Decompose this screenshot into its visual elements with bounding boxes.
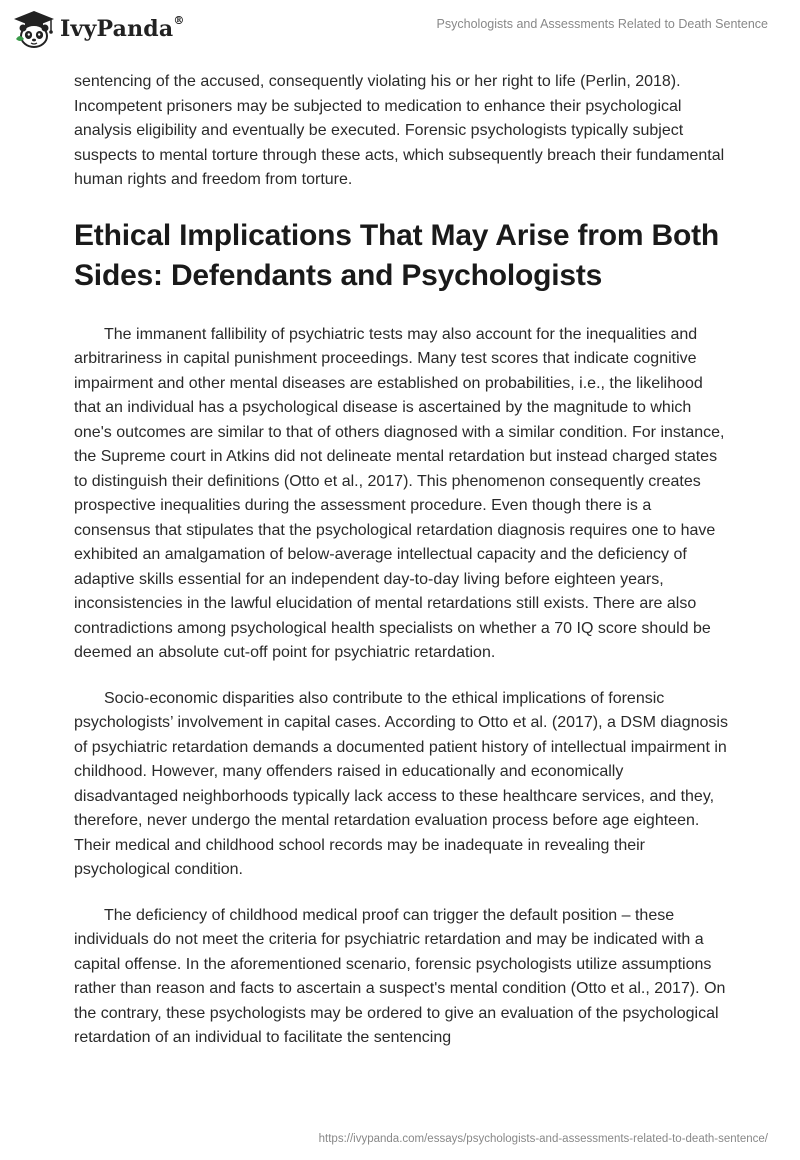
intro-paragraph: sentencing of the accused, consequently violating his or her right to life (Perlin, 2018). Incompetent prisoners may be subjected to medication to enhance their psychological analysis eligibility and eventually be executed. Forensic psychologists typically subject suspects to mental torture through these acts, which subsequently breach their fundamental human rights and freedom from torture.: [74, 73, 725, 188]
document-title: Psychologists and Assessments Related to Death Sentence: [436, 17, 768, 31]
body-paragraph: The immanent fallibility of psychiatric tests may also account for the inequalities and arbitrariness in capital punishment proceedings. Many test scores that indicate cognitive impairment and other mental diseases are established on probabilities, i.e., the likelihood that an individual has a psychological disease is ascertained by the magnitude to which one's outcomes are similar to that of others diagnosed with a similar condition. For instance, the Supreme court in Atkins did not delineate mental retardation but instead charged states to distinguish their definitions (Otto et al., 2017). This phenomenon consequently creates prospective inequalities during the assessment procedure. Even though there is a consensus that stipulates that the psychological retardation diagnosis requires one to have exhibited an amalgamation of below-average intellectual capacity and the deficiency of adaptive skills essential for an independent day-to-day living before eighteen years, inconsistencies in the lawful elucidation of mental retardations still exists. There are also contradictions among psychological health specialists on whether a 70 IQ score should be deemed an absolute cut-off point for psychiatric retardation.: [74, 325, 725, 661]
essay-body: [74, 70, 730, 1051]
brand-name: IvyPanda®: [60, 14, 185, 42]
brand-logo[interactable]: [12, 9, 185, 49]
body-paragraph: The deficiency of childhood medical proof can trigger the default position – these individuals do not meet the criteria for psychiatric retardation and may be indicated with a capital offense. In the aforementioned scenario, forensic psychologists utilize assumptions rather than reason and facts to ascertain a suspect's mental condition (Otto et al., 2017). On the contrary, these psychologists may be ordered to give an evaluation of the psychological retardation of an individual to facilitate the sentencing: [74, 906, 726, 1046]
registered-mark: ®: [173, 14, 185, 27]
footer-url-link[interactable]: https://ivypanda.com/essays/psychologists-and-assessments-related-to-death-sentence/: [318, 1133, 768, 1145]
body-paragraph: Socio-economic disparities also contribute to the ethical implications of forensic psychologists’ involvement in capital cases. According to Otto et al. (2017), a DSM diagnosis of psychiatric retardation demands a documented patient history of intellectual impairment in childhood. However, many offenders raised in educationally and economically disadvantaged neighborhoods typically lack access to these healthcare services, and they, therefore, never undergo the mental retardation evaluation process before age eighteen. Their medical and childhood school records may be inadequate in revealing their psychological condition.: [74, 689, 728, 878]
page-header: [0, 0, 800, 60]
section-heading: Ethical Implications That May Arise from Both Sides: Defendants and Psychologists: [74, 218, 719, 292]
panda-logo-icon: [12, 9, 56, 49]
